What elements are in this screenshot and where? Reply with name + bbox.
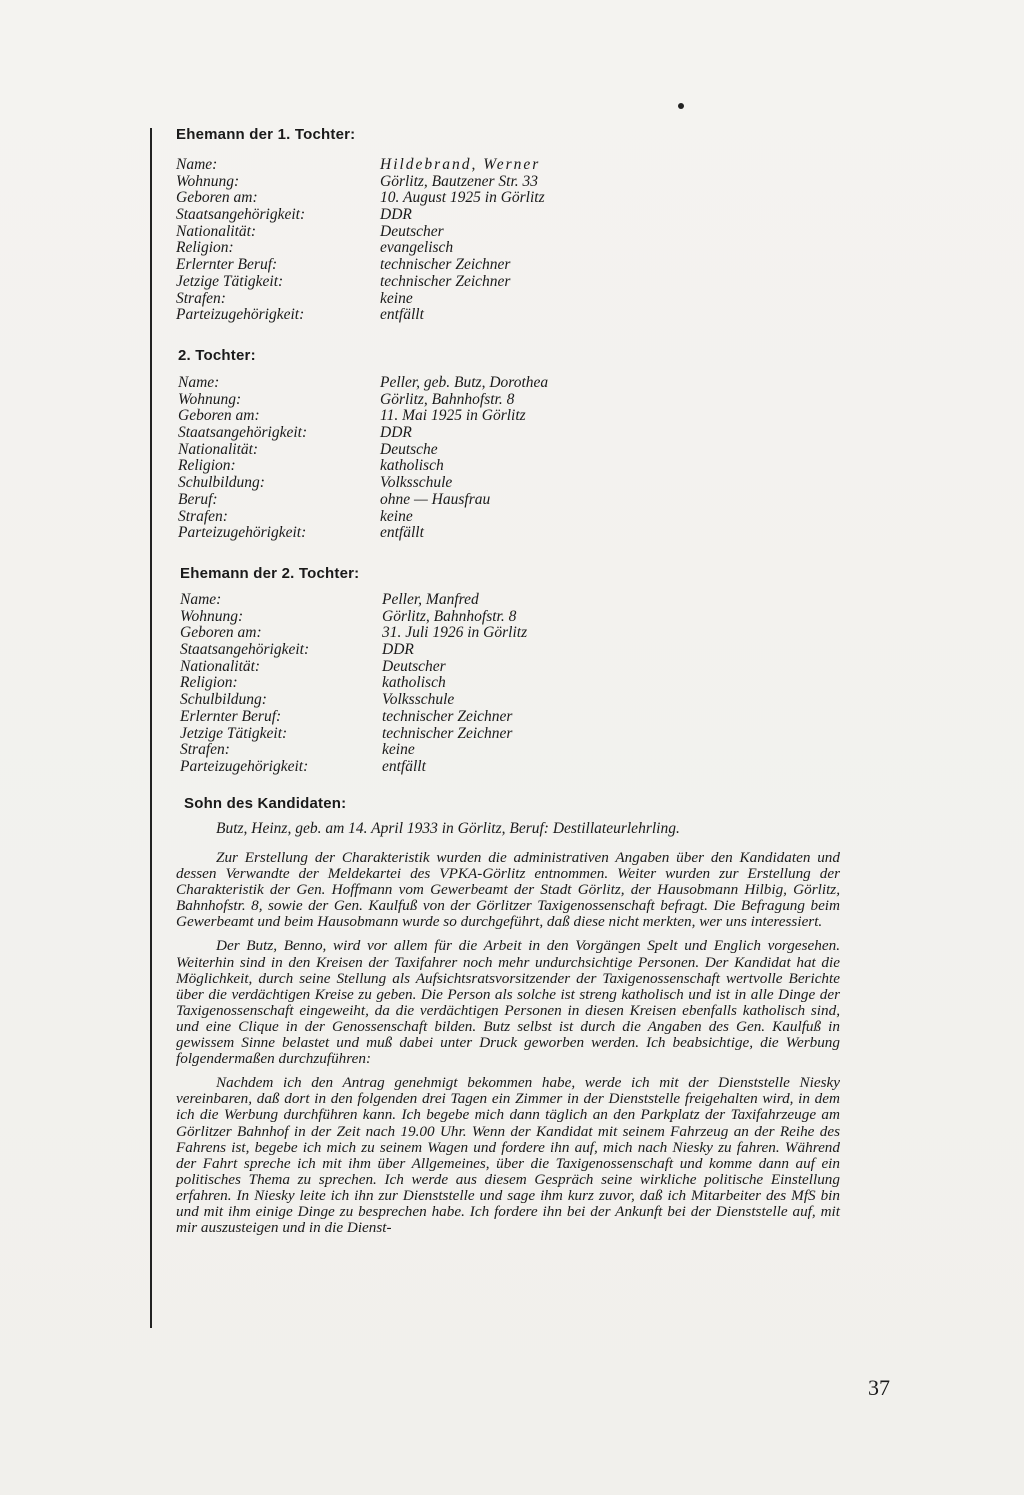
field-value: ohne — Hausfrau — [380, 490, 491, 508]
field-label: Name: — [176, 156, 218, 173]
field-label: Religion: — [176, 239, 234, 257]
field-label: Wohnung: — [178, 390, 242, 408]
field-label: Wohnung: — [176, 172, 240, 190]
field-label: Erlernter Beruf: — [180, 707, 282, 725]
field-value: technischer Zeichner — [382, 707, 513, 725]
field-value: DDR — [380, 206, 412, 224]
field-label: Jetzige Tätigkeit: — [180, 724, 288, 742]
field-value: Görlitz, Bahnhofstr. 8 — [380, 390, 515, 408]
field-label: Erlernter Beruf: — [176, 256, 278, 274]
field-value: DDR — [382, 641, 414, 659]
field-label: Beruf: — [178, 490, 218, 508]
field-label: Geboren am: — [178, 407, 260, 425]
field-label: Schulbildung: — [178, 474, 265, 492]
field-label: Nationalität: — [178, 440, 259, 458]
field-label: Staatsangehörigkeit: — [180, 641, 310, 659]
paragraph: Nachdem ich den Antrag genehmigt bekommen habe, werde ich mit der Dienststelle Niesky vereinbaren, daß dort in den folgenden drei Tagen ein Zimmer in der Dienststelle freigehalten wird, in dem ich die Werbung durchführen kann. Ich begebe mich dann täglich an den Parkplatz der Taxifahrzeuge am Görlitzer Bahnhof in der Zeit nach 19.00 Uhr. Wenn der Kandidat mit seinem Fahrzeug an der Reihe des Fahrens ist, begebe ich mich zu seinem Wagen und fordere ihn auf, mich nach Niesky zu fahren. Während der Fahrt spreche ich mit ihm über Allgemeines, über die Taxigenossenschaft und komme dann auf ein politisches Thema zu sprechen. Ich werde aus diesem Gespräch seine wirkliche politische Einstellung erfahren. In Niesky leite ich ihn zur Dienststelle und sage ihm kurz zuvor, daß ich Mitarbeiter des MfS bin und mit ihm einige Dinge zu besprechen habe. Ich fordere ihn bei der Ankunft bei der Dienststelle auf, mit mir auszusteigen und in die Dienst- — [176, 1074, 840, 1237]
field-value: Görlitz, Bahnhofstr. 8 — [382, 607, 517, 625]
field-value: 11. Mai 1925 in Görlitz — [380, 407, 526, 425]
field-value: 31. Juli 1926 in Görlitz — [382, 624, 528, 642]
field-value: Deutsche — [380, 440, 438, 458]
field-value: DDR — [380, 424, 412, 442]
field-value: Volksschule — [380, 474, 453, 492]
section-heading: Ehemann der 1. Tochter: — [176, 126, 356, 143]
section-heading: Ehemann der 2. Tochter: — [180, 565, 360, 582]
field-value: Peller, geb. Butz, Dorothea — [380, 374, 549, 391]
field-label: Parteizugehörigkeit: — [178, 524, 307, 542]
field-value: katholisch — [380, 457, 444, 475]
field-label: Staatsangehörigkeit: — [178, 424, 308, 442]
field-value: Görlitz, Bautzener Str. 33 — [380, 172, 539, 190]
margin-rule — [150, 128, 152, 1328]
paragraph: Der Butz, Benno, wird vor allem für die Arbeit in den Vorgängen Spelt und Englich vorgesehen. Weiterhin sind in den Kreisen der Taxifahrer noch mehr undurchsichtige Personen. Der Kandidat hat die Möglichkeit, durch seine Stellung als Aufsichtsratsvorsitzender der Taxigenossenschaft wertvolle Berichte über die verdächtigen Kreise zu geben. Die Person als solche ist streng katholisch und ist in alle Dinge der Taxigenossenschaft eingeweiht, da die verdächtigen Personen in diesen Kreisen ebenfalls katholisch sind, und eine Clique in der Genossenschaft bilden. Butz selbst ist durch die Angaben des Gen. Kaulfuß in gewissem Sinne belastet und muß dabei unter Druck geworben werden. Ich beabsichtige, die Werbung folgendermaßen durchzuführen: — [176, 937, 840, 1068]
field-label: Nationalität: — [180, 657, 261, 675]
field-label: Wohnung: — [180, 607, 244, 625]
field-value: keine — [380, 507, 413, 525]
field-value: evangelisch — [380, 239, 454, 257]
field-label: Name: — [178, 374, 220, 391]
son-record: Butz, Heinz, geb. am 14. April 1933 in Görlitz, Beruf: Destillateurlehrling. — [216, 820, 680, 837]
field-label: Staatsangehörigkeit: — [176, 206, 306, 224]
field-label: Geboren am: — [176, 189, 258, 207]
field-value: technischer Zeichner — [380, 272, 511, 290]
field-label: Geboren am: — [180, 624, 262, 642]
field-value: Peller, Manfred — [382, 591, 479, 608]
field-value: entfällt — [382, 757, 426, 775]
field-value: entfällt — [380, 524, 424, 542]
field-value: Hildebrand, Werner — [380, 156, 541, 173]
field-label: Nationalität: — [176, 222, 257, 240]
field-label: Strafen: — [180, 741, 230, 759]
field-label: Strafen: — [178, 507, 228, 525]
field-value: technischer Zeichner — [380, 256, 511, 274]
field-value: Volksschule — [382, 691, 455, 709]
field-value: Deutscher — [382, 657, 446, 675]
paragraph: Zur Erstellung der Charakteristik wurden die administrativen Angaben über den Kandidaten und dessen Verwandte der Meldekartei des VPKA-Görlitz entnommen. Weiter wurden zur Erstellung der Charakteristik der Gen. Hoffmann vom Gewerbeamt der Stadt Görlitz, der Hausobmann Hilbig, Görlitz, Bahnhofstr. 8, sowie der Gen. Kaulfuß von der Görlitzer Taxigenossenschaft befragt. Die Befragung beim Gewerbeamt und beim Hausobmann wurde so durchgeführt, daß diese nicht merkten, wer uns interessiert. — [176, 849, 840, 931]
field-value: keine — [380, 289, 413, 307]
body-text — [176, 850, 840, 1244]
field-label: Strafen: — [176, 289, 226, 307]
field-value: keine — [382, 741, 415, 759]
field-value: Deutscher — [380, 222, 444, 240]
field-label: Parteizugehörigkeit: — [176, 306, 305, 324]
field-label: Religion: — [180, 674, 238, 692]
field-value: entfällt — [380, 306, 424, 324]
section-heading: 2. Tochter: — [178, 347, 256, 364]
page-number: 37 — [868, 1375, 890, 1400]
ink-dot — [678, 103, 684, 109]
field-value: katholisch — [382, 674, 446, 692]
field-value: 10. August 1925 in Görlitz — [380, 189, 545, 207]
field-value: technischer Zeichner — [382, 724, 513, 742]
field-label: Jetzige Tätigkeit: — [176, 272, 284, 290]
field-label: Name: — [180, 591, 222, 608]
field-label: Religion: — [178, 457, 236, 475]
field-label: Schulbildung: — [180, 691, 267, 709]
section-heading: Sohn des Kandidaten: — [184, 795, 347, 812]
field-label: Parteizugehörigkeit: — [180, 757, 309, 775]
